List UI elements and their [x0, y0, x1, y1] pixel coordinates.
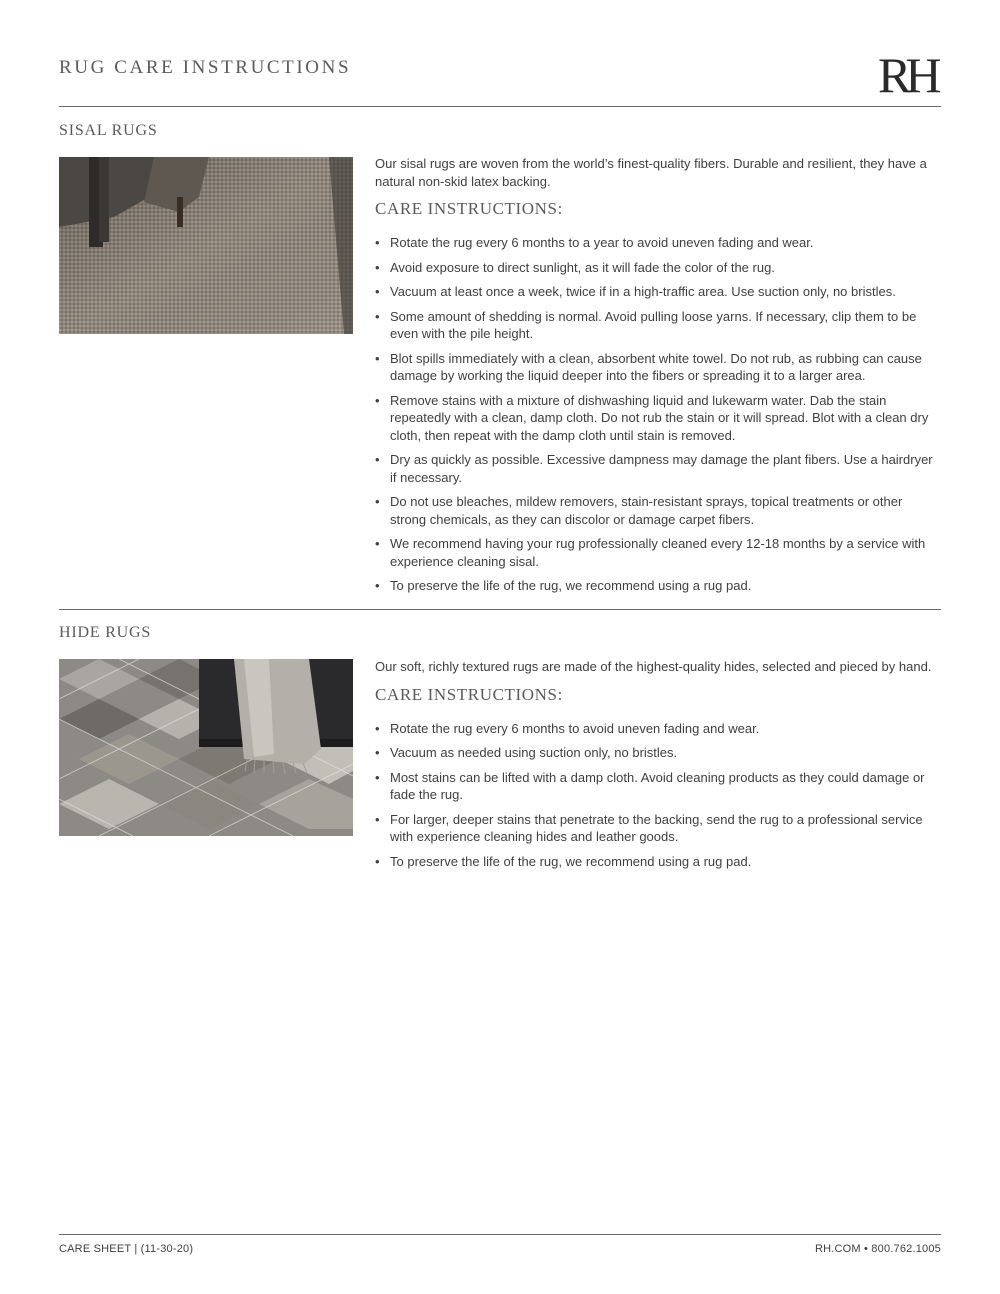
document-title: RUG CARE INSTRUCTIONS [59, 57, 352, 78]
list-item: • Avoid exposure to direct sunlight, as it will fade the color of the rug. [375, 259, 941, 277]
list-item: • Rotate the rug every 6 months to avoid uneven fading and wear. [375, 720, 941, 738]
sisal-intro: Our sisal rugs are woven from the world’s finest-quality fibers. Durable and resilient, they have a natural non-skid latex backing. [375, 156, 927, 189]
sisal-rug-photo [59, 157, 353, 334]
list-item: • Rotate the rug every 6 months to a year to avoid uneven fading and wear. [375, 234, 941, 252]
list-item: • To preserve the life of the rug, we recommend using a rug pad. [375, 853, 941, 871]
header-divider [59, 106, 941, 107]
sisal-care-list [375, 234, 941, 595]
list-item: • Vacuum as needed using suction only, no bristles. [375, 744, 941, 762]
list-item: • Remove stains with a mixture of dishwashing liquid and lukewarm water. Dab the stain repeatedly with a clean, damp cloth. Do not rub the stain or it will spread. Blot with a clean dry cloth, then repeat with the damp cloth until stain is removed. [375, 392, 941, 445]
footer-divider [59, 1234, 941, 1235]
sisal-text-column [375, 155, 941, 602]
list-item: • Do not use bleaches, mildew removers, stain-resistant sprays, topical treatments or other strong chemicals, as they can discolor or damage carpet fibers. [375, 493, 941, 528]
section-divider [59, 609, 941, 610]
hide-rug-photo [59, 659, 353, 836]
list-item: • For larger, deeper stains that penetrate to the backing, send the rug to a professional service with experience cleaning hides and leather goods. [375, 811, 941, 846]
list-item: • Dry as quickly as possible. Excessive dampness may damage the plant fibers. Use a hairdryer if necessary. [375, 451, 941, 486]
hide-care-heading: CARE INSTRUCTIONS: [375, 684, 563, 704]
section-title-hide: HIDE RUGS [59, 624, 152, 641]
footer-contact: RH.COM • 800.762.1005 [814, 1243, 941, 1255]
hide-text-column [375, 658, 941, 877]
list-item: • Some amount of shedding is normal. Avoid pulling loose yarns. If necessary, clip them to be even with the pile height. [375, 308, 941, 343]
list-item: • Vacuum at least once a week, twice if in a high-traffic area. Use suction only, no bristles. [375, 283, 941, 301]
list-item: • Most stains can be lifted with a damp cloth. Avoid cleaning products as they could damage or fade the rug. [375, 769, 941, 804]
hide-care-list [375, 720, 941, 871]
section-title-sisal: SISAL RUGS [59, 122, 158, 139]
list-item: • To preserve the life of the rug, we recommend using a rug pad. [375, 577, 941, 595]
sisal-care-heading: CARE INSTRUCTIONS: [375, 199, 563, 218]
hide-intro: Our soft, richly textured rugs are made of the highest-quality hides, selected and pieced by hand. [375, 659, 932, 674]
list-item: • We recommend having your rug professionally cleaned every 12-18 months by a service with experience cleaning sisal. [375, 535, 941, 570]
list-item: • Blot spills immediately with a clean, absorbent white towel. Do not rub, as rubbing can cause damage by working the liquid deeper into the fibers or spreading it to a larger area. [375, 350, 941, 385]
footer-care-sheet-date: CARE SHEET | (11-30-20) [59, 1243, 194, 1255]
rh-logo-text: RH [878, 50, 936, 98]
rh-logo [878, 50, 944, 98]
